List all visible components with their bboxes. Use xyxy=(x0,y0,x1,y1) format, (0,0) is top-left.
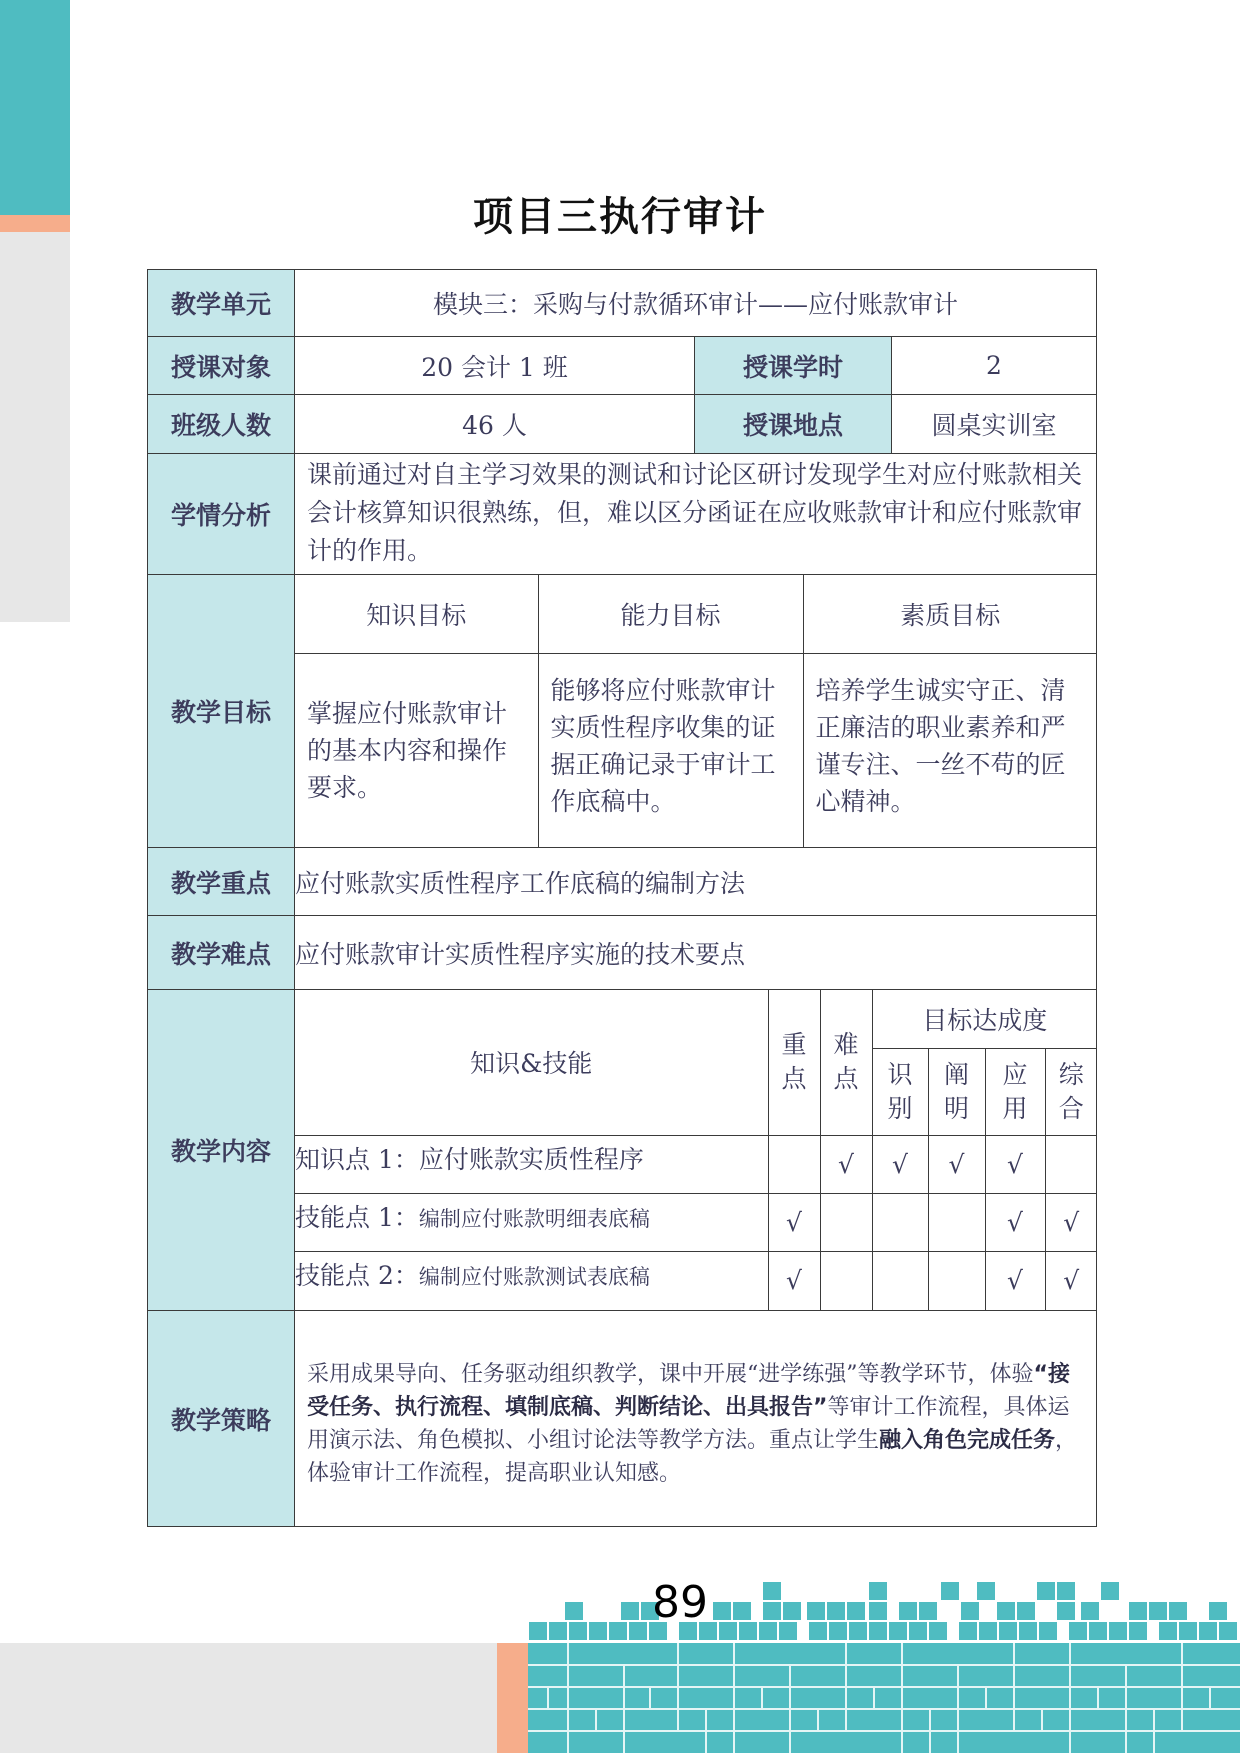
strategy-part2: 等审计工作流程，具体运用演示法、角色模拟、小组讨论法等教学方法。重点让学生 xyxy=(307,1394,1070,1453)
identify-line2: 别 xyxy=(887,1093,913,1123)
content-row-2-explain xyxy=(928,1193,985,1251)
row-audience xyxy=(148,337,1097,395)
strategy-part3: ，体验审计工作流程，提高职业认知感。 xyxy=(307,1427,1078,1486)
footer-grey-band xyxy=(0,1643,500,1753)
strategy-bold1: “接受任务、执行流程、填制底稿、判断结论、出具报告” xyxy=(307,1361,1070,1420)
content-header-diff-line1: 难 xyxy=(833,1030,859,1060)
row-class-size xyxy=(148,395,1097,454)
row-text: 编制应付账款明细表底稿 xyxy=(418,1206,650,1231)
content-row-3-synth: √ xyxy=(1045,1251,1097,1310)
value-audience: 20 会计 1 班 xyxy=(295,337,695,395)
content-row-3-diff xyxy=(820,1251,872,1310)
content-row-1-explain: √ xyxy=(928,1135,985,1193)
side-accent-grey xyxy=(0,232,70,622)
row-strategy xyxy=(148,1311,1097,1527)
objective-knowledge-text: 掌握应付账款审计的基本内容和操作要求。 xyxy=(307,698,508,802)
row-content xyxy=(148,990,1097,1311)
objective-ability-text: 能够将应付账款审计实质性程序收集的证据正确记录于审计工作底稿中。 xyxy=(550,675,776,816)
objective-ability xyxy=(538,653,803,847)
content-row-2-label xyxy=(295,1193,768,1251)
synth-line2: 合 xyxy=(1058,1093,1084,1123)
content-row-2-identify xyxy=(872,1193,928,1251)
content-header-synth xyxy=(1045,1048,1097,1135)
label-location: 授课地点 xyxy=(695,395,892,454)
content-row-1-apply: √ xyxy=(985,1135,1045,1193)
content-header-difficulty xyxy=(820,990,872,1135)
row-prefix: 技能点 1： xyxy=(295,1202,419,1232)
value-hours: 2 xyxy=(892,337,1097,395)
objectives-grid xyxy=(295,575,1097,848)
row-unit xyxy=(148,270,1097,337)
content-header-goal: 目标达成度 xyxy=(872,990,1097,1048)
row-prefix: 技能点 2： xyxy=(295,1260,419,1290)
content-table xyxy=(295,990,1097,1310)
page-title: 项目三执行审计 xyxy=(473,194,767,240)
objective-knowledge xyxy=(295,653,538,847)
content-header-key-line1: 重 xyxy=(781,1030,807,1060)
explain-line2: 明 xyxy=(943,1093,969,1123)
label-strategy: 教学策略 xyxy=(148,1311,295,1527)
content-row-3-explain xyxy=(928,1251,985,1310)
row-key-point xyxy=(148,848,1097,916)
content-header-skill: 知识&技能 xyxy=(295,990,768,1135)
content-row-1-identify: √ xyxy=(872,1135,928,1193)
content-header-diff-line2: 点 xyxy=(833,1064,859,1094)
row-text: 编制应付账款测试表底稿 xyxy=(418,1264,650,1289)
label-difficulty: 教学难点 xyxy=(148,916,295,990)
row-text: 应付账款实质性程序 xyxy=(418,1144,644,1174)
content-row-2-apply: √ xyxy=(985,1193,1045,1251)
apply-line2: 用 xyxy=(1002,1093,1028,1123)
content-header-key xyxy=(768,990,820,1135)
objectives-table xyxy=(295,575,1097,847)
content-row-3-key: √ xyxy=(768,1251,820,1310)
table-row xyxy=(295,1193,1097,1251)
content-row-2-diff xyxy=(820,1193,872,1251)
table-row xyxy=(295,1251,1097,1310)
analysis-text: 课前通过对自主学习效果的测试和讨论区研讨发现学生对应付账款相关会计核算知识很熟练，但，难以区分函证在应收账款审计和应付账款审计的作用。 xyxy=(307,460,1083,565)
strategy-text xyxy=(295,1314,1096,1524)
content-row-1-diff: √ xyxy=(820,1135,872,1193)
content-header-identify xyxy=(872,1048,928,1135)
synth-line1: 综 xyxy=(1058,1059,1084,1089)
label-objectives: 教学目标 xyxy=(148,575,295,848)
content-row-2-key: √ xyxy=(768,1193,820,1251)
page-number: 89 xyxy=(652,1577,708,1628)
label-unit: 教学单元 xyxy=(148,270,295,337)
side-accent-teal xyxy=(0,0,70,215)
row-analysis xyxy=(148,454,1097,575)
value-location: 圆桌实训室 xyxy=(892,395,1097,454)
objective-header-knowledge: 知识目标 xyxy=(295,575,538,653)
label-class-size: 班级人数 xyxy=(148,395,295,454)
content-row-1-key xyxy=(768,1135,820,1193)
content-header-apply xyxy=(985,1048,1045,1135)
footer-salmon-band xyxy=(497,1643,529,1753)
strategy-part1: 采用成果导向、任务驱动组织教学，课中开展“进学练强”等教学环节，体验 xyxy=(307,1361,1034,1387)
explain-line1: 阐 xyxy=(943,1059,969,1089)
content-header-key-line2: 点 xyxy=(781,1064,807,1094)
objective-header-ability: 能力目标 xyxy=(538,575,803,653)
objective-quality-text: 培养学生诚实守正、清正廉洁的职业素养和严谨专注、一丝不苟的匠心精神。 xyxy=(815,675,1066,816)
identify-line1: 识 xyxy=(887,1059,913,1089)
apply-line1: 应 xyxy=(1002,1059,1028,1089)
label-content: 教学内容 xyxy=(148,990,295,1311)
content-row-3-label xyxy=(295,1251,768,1310)
label-key-point: 教学重点 xyxy=(148,848,295,916)
content-header-explain xyxy=(928,1048,985,1135)
lesson-plan-table xyxy=(147,269,1097,1527)
row-prefix: 知识点 1： xyxy=(295,1144,419,1174)
label-analysis: 学情分析 xyxy=(148,454,295,575)
value-analysis xyxy=(295,454,1097,575)
content-row-3-apply: √ xyxy=(985,1251,1045,1310)
row-objectives xyxy=(148,575,1097,848)
value-key-point: 应付账款实质性程序工作底稿的编制方法 xyxy=(295,848,1097,916)
label-audience: 授课对象 xyxy=(148,337,295,395)
content-row-2-synth: √ xyxy=(1045,1193,1097,1251)
objective-header-quality: 素质目标 xyxy=(803,575,1097,653)
content-row-1-synth xyxy=(1045,1135,1097,1193)
label-hours: 授课学时 xyxy=(695,337,892,395)
row-difficulty xyxy=(148,916,1097,990)
objective-quality xyxy=(803,653,1097,847)
content-row-1-label xyxy=(295,1135,768,1193)
content-grid xyxy=(295,990,1097,1311)
value-unit: 模块三：采购与付款循环审计——应付账款审计 xyxy=(295,270,1097,337)
value-class-size: 46 人 xyxy=(295,395,695,454)
strategy-bold2: 融入角色完成任务 xyxy=(879,1427,1056,1453)
value-difficulty: 应付账款审计实质性程序实施的技术要点 xyxy=(295,916,1097,990)
value-strategy xyxy=(295,1311,1097,1527)
content-row-3-identify xyxy=(872,1251,928,1310)
table-row xyxy=(295,1135,1097,1193)
